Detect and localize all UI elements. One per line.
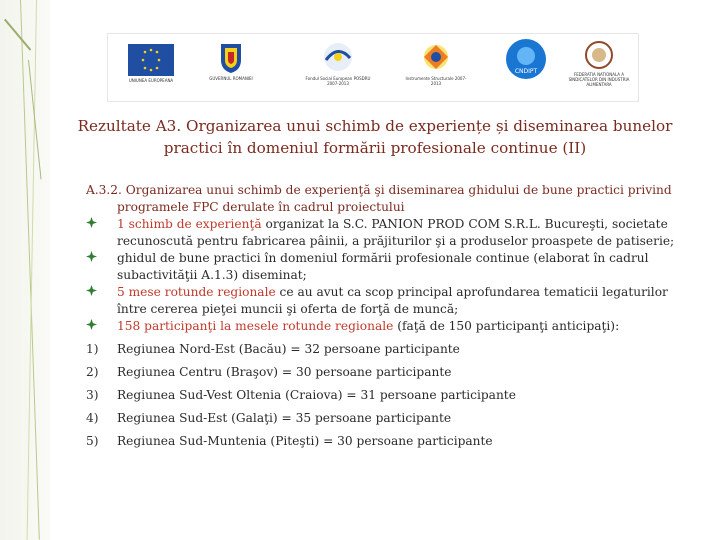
item-number: 5) [86, 434, 99, 448]
eu-flag-logo [116, 34, 186, 101]
body-text: organizat la S.C. PANION PROD COM S.R.L. Bucureşti, societate recunoscută pentru fabricarea pâinii, a prăjiturilor şi a produselor proaspete de patiserie; [117, 217, 675, 248]
region-text: Regiunea Sud-Muntenia (Piteşti) = 30 persoane participante [117, 434, 493, 448]
list-item-text [117, 216, 696, 250]
numbered-item [86, 364, 696, 381]
eu-flag-icon [128, 44, 174, 76]
item-number: 1) [86, 342, 99, 356]
svg-text:CNDIPT: CNDIPT [514, 68, 538, 75]
region-text: Regiunea Sud-Est (Galaţi) = 35 persoane participante [117, 411, 452, 425]
body-text: (faţă de 150 participanţi anticipaţi): [393, 319, 620, 333]
numbered-item [86, 433, 696, 450]
coat-of-arms-icon [219, 42, 243, 74]
decorative-side-band [0, 0, 50, 540]
diamond-bullet-icon [86, 251, 97, 262]
federation-emblem-icon [584, 40, 614, 70]
item-number: 2) [86, 365, 99, 379]
region-text: Regiunea Nord-Est (Bacău) = 32 persoane participante [117, 342, 460, 356]
numbered-item [86, 387, 696, 404]
numbered-item [86, 410, 696, 427]
list-item-text [117, 250, 696, 284]
highlight-text: 5 mese rotunde regionale [117, 285, 276, 299]
diamond-bullet-icon [86, 319, 97, 330]
logo-caption: Fondul Social European POSDRU 2007-2013 [305, 76, 371, 86]
cndipt-emblem-icon [505, 38, 547, 80]
body-text: ce au avut ca scop principal aprofundarea tematicii legaturilor între cererea pieţei muncii şi oferta de forţă de muncă; [117, 285, 668, 316]
logo-caption: UNIUNEA EUROPEANA [128, 78, 174, 83]
item-number: 3) [86, 388, 99, 402]
diamond-bullet-icon [86, 285, 97, 296]
numbered-item [86, 341, 696, 358]
list-item [86, 284, 696, 318]
subheading-text: A.3.2. Organizarea unui schimb de experienţă şi diseminarea ghidului de bune practici privind programele FPC derulate în cadrul proiectului [86, 183, 672, 214]
slide-content [86, 182, 696, 450]
logo-caption: FEDERATIA NATIONALA A SINDICATELOR DIN INDUSTRIA ALIMENTARA [568, 72, 630, 87]
cndipt-logo [496, 34, 556, 101]
instrumente-logo [396, 34, 476, 101]
romania-crest-logo [196, 34, 266, 101]
highlight-text: 1 schimb de experienţă [117, 217, 262, 231]
list-item [86, 216, 696, 250]
body-text: ghidul de bune practici în domeniul formării profesionale continue (elaborat în cadrul subactivităţii A.1.3) diseminat; [117, 251, 649, 282]
list-item [86, 318, 696, 335]
region-text: Regiunea Sud-Vest Oltenia (Craiova) = 31 persoane participante [117, 388, 516, 402]
region-text: Regiunea Centru (Braşov) = 30 persoane participante [117, 365, 452, 379]
list-item-text [117, 284, 696, 318]
list-item-text [117, 318, 696, 335]
diamond-bullet-icon [86, 217, 97, 228]
fse-emblem-icon [308, 40, 368, 74]
slide-title: Rezultate A3. Organizarea unui schimb de experiențe și diseminarea bunelor practici în domeniul formării profesionale continue (II) [77, 117, 673, 157]
list-item [86, 250, 696, 284]
logo-banner [107, 33, 639, 102]
fse-logo [298, 34, 378, 101]
structural-instruments-icon [416, 40, 456, 74]
section-subheading [86, 182, 696, 216]
logo-caption: GUVERNUL ROMANIEI [209, 76, 253, 81]
federatia-logo [562, 34, 636, 101]
item-number: 4) [86, 411, 99, 425]
highlight-text: 158 participanţi la mesele rotunde regionale [117, 319, 394, 333]
logo-caption: Instrumente Structurale 2007-2013 [405, 76, 467, 86]
